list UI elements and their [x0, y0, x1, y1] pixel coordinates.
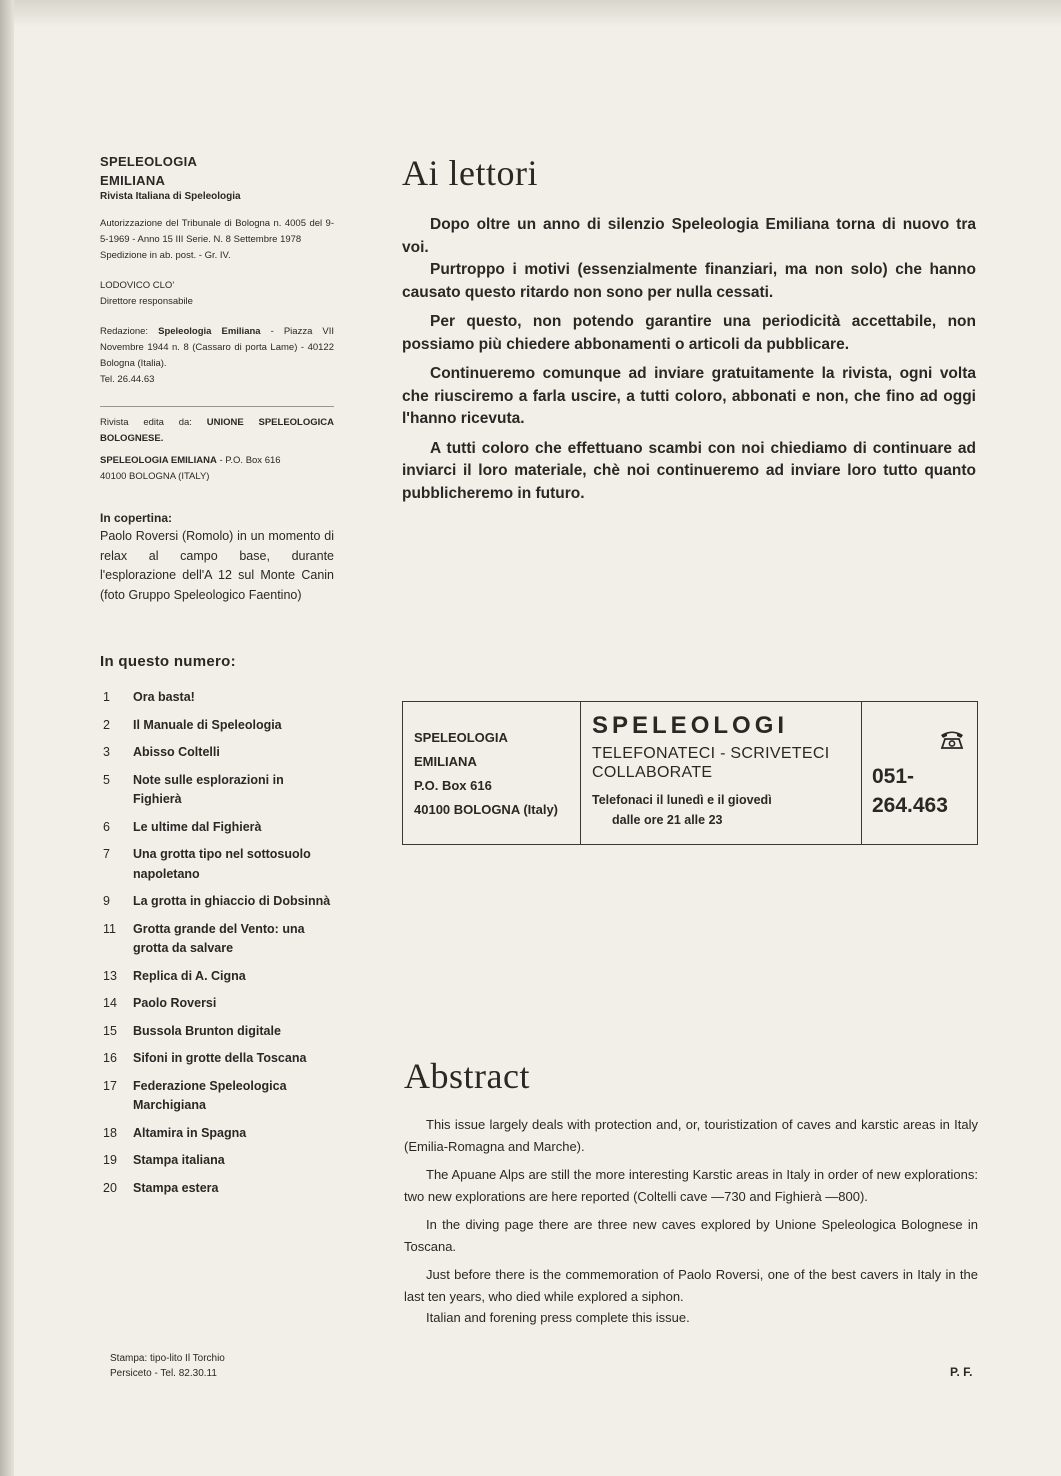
- callout-headline: SPELEOLOGI: [592, 712, 789, 739]
- toc-item: [100, 892, 334, 912]
- toc-page-number: 6: [103, 819, 110, 834]
- toc-page-number: 3: [103, 745, 110, 759]
- masthead-subtitle: Rivista Italiana di Speleologia: [100, 191, 241, 202]
- toc-item: [100, 688, 334, 708]
- toc-item: [100, 920, 334, 959]
- abstract-body: [404, 1114, 978, 1336]
- director-block: LODOVICO CLO' Direttore responsabile: [100, 280, 193, 307]
- cover-heading: In copertina:: [100, 511, 173, 525]
- toc-page-number: 17: [103, 1078, 117, 1093]
- signature: P. F.: [950, 1365, 973, 1379]
- paragraph: Italian and forening press complete this issue.: [426, 1310, 690, 1325]
- toc-item: [100, 1124, 334, 1144]
- contact-box: [402, 701, 978, 845]
- toc-page-number: 16: [103, 1051, 117, 1065]
- toc-page-number: 19: [103, 1153, 117, 1167]
- cover-caption: Paolo Roversi (Romolo) in un momento di relax al campo base, durante l'esplorazione dell'A 12 sul Monte Canin (foto Gruppo Speleologico Faentino): [100, 529, 334, 602]
- paragraph: Per questo, non potendo garantire una periodicità accettabile, non possiamo più chiedere abbonamenti o articoli da pubblicare.: [402, 313, 976, 353]
- toc-page-number: 9: [103, 894, 110, 908]
- page-top-shadow: [0, 0, 1061, 28]
- toc-item: [100, 994, 334, 1014]
- toc-page-number: 13: [103, 968, 117, 983]
- toc-page-number: 15: [103, 1023, 117, 1038]
- toc-item: [100, 818, 334, 838]
- toc-item: [100, 845, 334, 884]
- paragraph: In the diving page there are three new caves explored by Unione Speleologica Bolognese in Toscana.: [404, 1217, 978, 1254]
- mailing-address: SPELEOLOGIA EMILIANA - P.O. Box 616 40100 BOLOGNA (ITALY): [100, 455, 281, 482]
- toc-item: [100, 1049, 334, 1069]
- toc-title: Bussola Brunton digitale: [133, 1023, 281, 1038]
- toc-item: [100, 1077, 334, 1116]
- toc-item: [100, 743, 334, 763]
- publisher-block: Rivista edita da: UNIONE SPELEOLOGICA BOLOGNESE.: [100, 417, 334, 444]
- toc-title: Stampa estera: [133, 1180, 219, 1195]
- toc-title: Grotta grande del Vento: una grotta da salvare: [133, 921, 305, 955]
- lettori-heading: Ai lettori: [402, 153, 538, 193]
- toc-title: Note sulle esplorazioni in Fighierà: [133, 772, 284, 806]
- toc-page-number: 14: [103, 996, 117, 1010]
- toc-item: [100, 1022, 334, 1042]
- toc-page-number: 1: [103, 690, 110, 704]
- abstract-heading: Abstract: [404, 1056, 530, 1096]
- paragraph: Dopo oltre un anno di silenzio Speleologia Emiliana torna di nuovo tra voi.: [402, 216, 976, 256]
- paragraph: This issue largely deals with protection and, or, touristization of caves and karstic areas in Italy (Emilia-Romagna and Marche).: [404, 1117, 978, 1154]
- toc-title: Federazione Speleologica Marchigiana: [133, 1078, 287, 1112]
- paragraph: Continueremo comunque ad inviare gratuitamente la rivista, ogni volta che riusciremo a farla uscire, a tutti coloro, abbonati e non, che fino ad oggi l'hanno ricevuta.: [402, 365, 976, 427]
- paragraph: The Apuane Alps are still the more interesting Karstic areas in Italy in order of new explorations: two new explorations are here reported (Coltelli cave —730 and Fighierà —800).: [404, 1167, 978, 1204]
- contact-address: SPELEOLOGIA EMILIANA P.O. Box 616 40100 BOLOGNA (Italy): [402, 702, 581, 844]
- printer-credit: Stampa: tipo-lito Il Torchio Persiceto - Tel. 82.30.11: [110, 1353, 225, 1379]
- toc-title: Altamira in Spagna: [133, 1125, 247, 1140]
- toc-item: [100, 967, 334, 987]
- toc-page-number: 20: [103, 1180, 117, 1195]
- toc-title: Sifoni in grotte della Toscana: [133, 1051, 307, 1065]
- toc-title: Le ultime dal Fighierà: [133, 819, 262, 834]
- authorization-text: Autorizzazione del Tribunale di Bologna n. 4005 del 9-5-1969 - Anno 15 III Serie. N. 8 Settembre 1978 Spedizione in ab. post. - Gr. IV.: [100, 218, 334, 261]
- callout-text: TELEFONATECI - SCRIVETECI COLLABORATE: [592, 745, 830, 781]
- toc-title: Paolo Roversi: [133, 996, 217, 1010]
- phone-number: 051- 264.463: [872, 765, 948, 817]
- divider: [100, 406, 334, 407]
- editorial-block: Redazione: Speleologia Emiliana - Piazza VII Novembre 1944 n. 8 (Cassaro di porta Lame) - 40122 Bologna (Italia). Tel. 26.44.63: [100, 326, 335, 385]
- paragraph: Purtroppo i motivi (essenzialmente finanziari, ma non solo) che hanno causato questo ritardo non sono per nulla cessati.: [402, 261, 976, 301]
- masthead-title: SPELEOLOGIA EMILIANA: [100, 154, 198, 188]
- toc-item: [100, 771, 334, 810]
- toc-title: La grotta in ghiaccio di Dobsinnà: [133, 894, 331, 908]
- lettori-body: [402, 214, 976, 512]
- table-of-contents: [100, 688, 334, 1198]
- toc-title: Stampa italiana: [133, 1153, 225, 1167]
- contents-heading: In questo numero:: [100, 653, 236, 670]
- toc-page-number: 5: [103, 772, 110, 787]
- contact-callout: [581, 702, 862, 844]
- toc-page-number: 2: [103, 717, 110, 732]
- paragraph: Just before there is the commemoration of Paolo Roversi, one of the best cavers in Italy in the last ten years, who died while explored a siphon.: [404, 1267, 978, 1304]
- toc-title: Una grotta tipo nel sottosuolo napoletano: [133, 847, 311, 881]
- left-column: [100, 152, 334, 1206]
- toc-page-number: 11: [103, 921, 116, 936]
- call-times: Telefonaci il lunedì e il giovedì dalle ore 21 alle 23: [592, 793, 772, 827]
- telephone-icon: [939, 728, 965, 750]
- toc-item: [100, 1179, 334, 1199]
- page-left-edge: [0, 0, 14, 1476]
- toc-page-number: 7: [103, 847, 110, 861]
- toc-page-number: 18: [103, 1125, 117, 1140]
- contact-phone: [862, 702, 978, 844]
- paragraph: A tutti coloro che effettuano scambi con noi chiediamo di continuare ad inviarci il loro materiale, chè noi continueremo ad inviare loro tutto quanto pubblicheremo in futuro.: [402, 439, 976, 502]
- toc-item: [100, 716, 334, 736]
- toc-title: Ora basta!: [133, 690, 195, 704]
- toc-item: [100, 1151, 334, 1171]
- toc-title: Abisso Coltelli: [133, 745, 220, 759]
- toc-title: Il Manuale di Speleologia: [133, 717, 282, 732]
- toc-title: Replica di A. Cigna: [133, 968, 246, 983]
